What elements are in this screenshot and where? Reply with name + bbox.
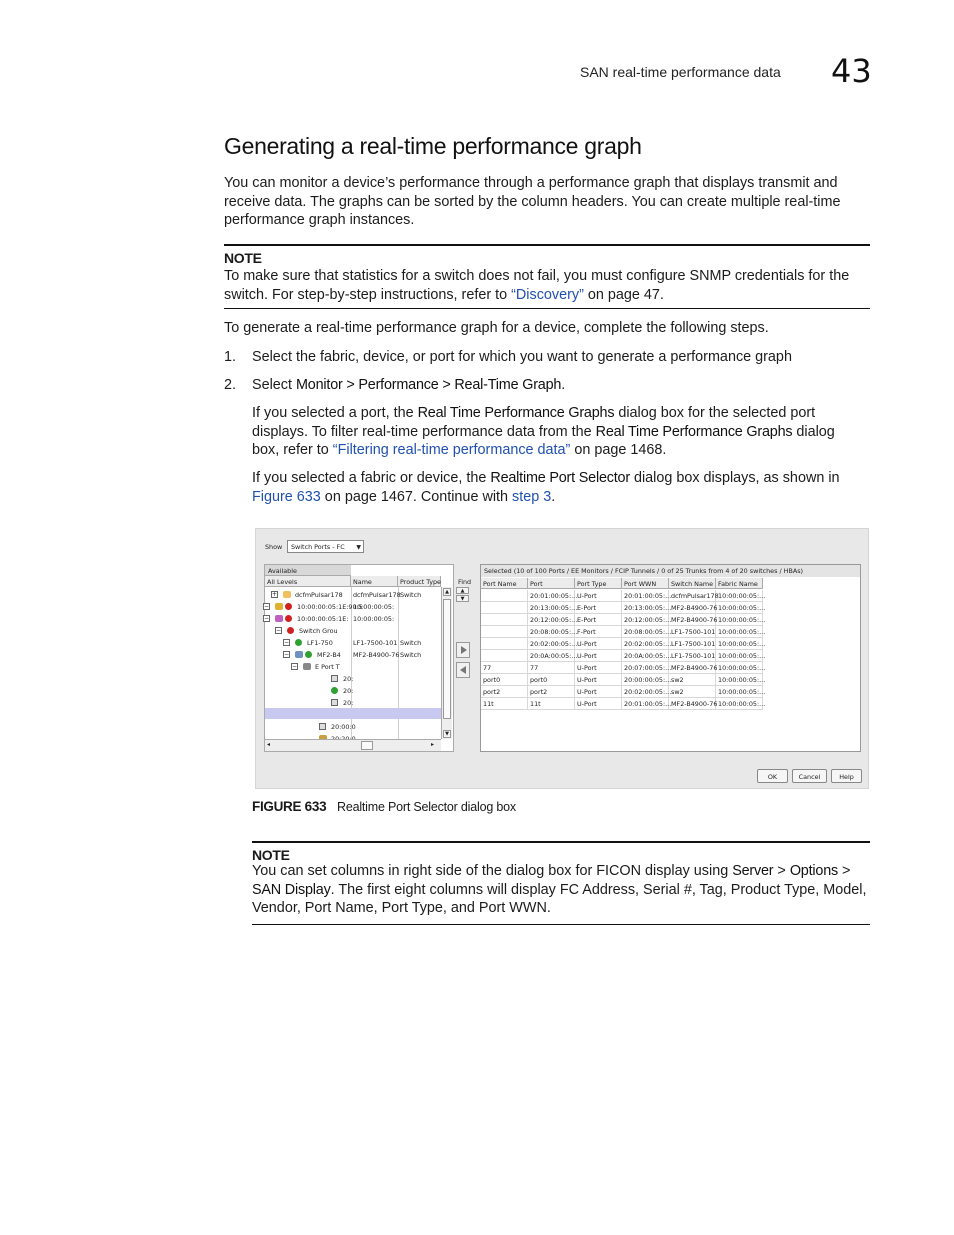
table-cell: 20:07:00:05:... [624,664,672,672]
scroll-down-icon[interactable]: ▼ [443,730,451,738]
table-cell: U-Port [575,590,622,602]
table-cell: U-Port [575,662,622,674]
table-cell: 20:01:00:05:... [624,700,672,708]
tree-level-cell: 20: [343,687,354,695]
show-label: Show [265,543,283,551]
arrow-right-icon [457,643,469,657]
table-cell: LF1-7500-101 [671,640,716,648]
table-cell: E-Port [575,602,622,614]
expand-toggle-icon[interactable]: − [292,663,298,670]
table-cell: port0 [528,674,575,686]
tree-row[interactable] [265,601,441,613]
note-bottom-rule [224,308,870,309]
table-cell: 20:0A:00:05:... [624,652,672,660]
tree-name-cell: 10:00:00:05: [353,603,395,611]
tree-level-cell: 20:00:0 [331,723,356,731]
expand-toggle-icon[interactable]: − [264,615,270,622]
figure-caption: Realtime Port Selector dialog box [337,800,516,814]
tree-level-cell: dcfmPulsar178 [295,591,343,599]
tree-name-cell [351,721,398,733]
tree-level-cell: 20: [343,675,354,683]
tree-name-cell [351,661,398,673]
scroll-up-icon[interactable]: ▲ [443,588,451,596]
menu-path: Monitor > Performance > Real-Time Graph [296,377,562,393]
tree-type-cell: Switch [400,591,422,599]
tree-level-cell: LF1-750 [307,639,333,647]
running-header-section: SAN real-time performance data [580,64,781,80]
note-label: NOTE [252,847,290,863]
table-cell: 20:12:00:05:... [530,616,578,624]
intro-line: receive data. The graphs can be sorted by the column headers. You can create multiple real-time [224,193,841,210]
tree-name-cell [351,625,398,637]
device-icon [295,651,303,658]
table-cell: 20:01:00:05:... [624,592,672,600]
table-cell: 20:13:00:05:... [530,604,578,612]
column-header[interactable]: Fabric Name [716,578,763,589]
column-header[interactable]: Name [351,576,398,587]
table-cell: 20:00:00:05:... [624,676,672,684]
table-cell: 77 [481,662,528,674]
note-top-rule [252,841,870,843]
table-cell: 11t [528,698,575,710]
ok-button[interactable]: OK [757,769,788,783]
vertical-scrollbar[interactable] [441,587,452,739]
column-header[interactable]: Switch Name [669,578,716,589]
port-icon [331,699,338,706]
chapter-number: 43 [831,52,872,90]
step-number: 2. [224,377,237,393]
table-cell: 20:02:00:05:... [624,640,672,648]
tree-level-cell: Switch Grou [299,627,338,635]
step-paragraph: If you selected a port, the Real Time Performance Graphs dialog box for the selected port displays. To filter real-time performance data from the Real Time Performance Graphs dialog box, refer to “Filtering real-time performance data” on page 1468. [252,405,835,459]
expand-toggle-icon[interactable]: − [284,651,290,658]
selected-row-highlight [265,708,441,719]
tree-type-cell [398,601,441,613]
column-header[interactable]: Port WWN [622,578,669,589]
tree-row[interactable] [265,613,441,625]
table-row[interactable] [481,602,766,614]
realtime-port-selector-dialog [255,528,869,789]
expand-toggle-icon[interactable]: − [264,603,270,610]
table-cell: LF1-7500-101 [671,652,716,660]
scroll-left-icon[interactable]: ◂ [267,741,271,748]
table-cell: 20:08:00:05:... [624,628,672,636]
table-cell: 10:00:00:05:... [718,688,766,696]
step-number: 1. [224,349,237,365]
tree-type-cell [398,721,441,733]
scroll-thumb[interactable] [443,599,451,719]
step-text: Select Monitor > Performance > Real-Time Graph. [252,377,566,393]
find-up-icon[interactable]: ▲ [456,587,469,594]
table-cell: 10:00:00:05:... [718,664,766,672]
tree-name-cell [351,673,398,685]
table-cell: 11t [481,698,528,710]
table-cell: 10:00:00:05:... [718,640,766,648]
table-row[interactable] [481,662,766,674]
table-cell: 10:00:00:05:... [718,700,766,708]
table-cell [481,650,528,662]
status-icon [331,687,338,694]
table-cell: F-Port [575,626,622,638]
show-select[interactable]: Switch Ports - FC ▼ [287,540,364,553]
table-row[interactable] [481,638,766,650]
table-cell: MF2-B4900-76 [671,700,718,708]
status-icon [285,615,292,622]
table-cell: 20:02:00:05:... [624,688,672,696]
tree-row[interactable] [265,637,441,649]
arrow-left-icon [457,663,469,677]
table-row[interactable] [481,614,766,626]
step3-link[interactable]: step 3 [512,488,552,505]
tree-row[interactable] [265,673,441,685]
table-cell: MF2-B4900-76 [671,604,718,612]
table-cell: sw2 [669,674,716,686]
tree-type-cell: Switch [400,639,422,647]
section-title: Generating a real-time performance graph [224,133,642,159]
figure-label: FIGURE 633 [252,799,327,814]
tree-level-cell: E Port T [315,663,340,671]
tree-row[interactable] [265,649,441,661]
table-cell: 20:02:00:05:... [530,640,578,648]
table-cell: 20:0A:00:05:... [530,652,578,660]
table-cell: 20:08:00:05:... [530,628,578,636]
table-row[interactable] [481,698,766,710]
device-icon [275,603,283,610]
table-row[interactable] [481,650,766,662]
table-cell: MF2-B4900-76 [671,664,718,672]
table-cell [481,638,528,650]
tree-type-cell [398,613,441,625]
note-body: You can set columns in right side of the dialog box for FICON display using Server > Options > SAN Display. The first eight columns will display FC Address, Serial #, Tag, Product Type, Model, Vendor, Port Name, Port Type, and Port WWN. [252,863,867,917]
table-cell: U-Port [575,686,622,698]
table-cell: U-Port [575,650,622,662]
available-panel [264,564,454,752]
tree-row[interactable] [265,589,441,601]
table-cell: 10:00:00:05:... [718,652,766,660]
table-cell: MF2-B4900-76 [671,616,718,624]
tree-type-cell [398,673,441,685]
table-cell [481,614,528,626]
column-header[interactable]: Port Type [575,578,622,589]
tree-name-cell [351,685,398,697]
note-top-rule [224,244,870,246]
table-cell: sw2 [669,686,716,698]
selected-panel [480,564,861,752]
note-body [224,267,874,304]
table-row[interactable] [481,590,766,602]
cancel-button[interactable]: Cancel [792,769,827,783]
port-icon [319,723,326,730]
table-cell: 20:13:00:05:... [624,604,672,612]
tree-level-cell: 10:00:00:05:1E:90:5 [297,603,363,611]
scroll-right-icon[interactable]: ▸ [431,741,435,748]
table-cell: port2 [481,686,528,698]
expand-toggle-icon[interactable]: − [276,627,282,634]
expand-toggle-icon[interactable]: − [284,639,290,646]
table-row[interactable] [481,686,766,698]
table-cell: U-Port [575,638,622,650]
column-header[interactable]: Port Name [481,578,528,589]
move-right-button[interactable] [456,642,470,658]
tree-type-cell [398,661,441,673]
tree-name-cell: 10:00:00:05: [353,615,395,623]
horizontal-scrollbar[interactable] [265,739,441,751]
intro-paragraph [224,174,874,230]
device-icon [303,663,311,670]
selected-header: Selected (10 of 100 Ports / EE Monitors / FCIP Tunnels / 0 of 25 Trunks from 4 of 20 switches / HBAs) [481,565,860,577]
tree-level-cell: MF2-B4 [317,651,341,659]
tree-row[interactable] [265,661,441,673]
step-paragraph: If you selected a fabric or device, the Realtime Port Selector dialog box displays, as shown in Figure 633 on page 1467. Continue with step 3. [252,470,840,505]
table-cell: 20:12:00:05:... [624,616,672,624]
table-cell: 20:01:00:05:... [530,592,578,600]
tree-level-cell: 10:00:00:05:1E: [297,615,349,623]
table-cell [481,626,528,638]
table-cell: LF1-7500-101 [671,628,716,636]
tree-row[interactable] [265,685,441,697]
steps-intro: To generate a real-time performance graph for a device, complete the following steps. [224,320,769,336]
table-cell: 10:00:00:05:... [718,628,766,636]
table-cell: E-Port [575,614,622,626]
table-row[interactable] [481,626,766,638]
tree-level-cell: 20: [343,699,354,707]
intro-line: You can monitor a device’s performance through a performance graph that displays transmit and [224,175,838,191]
table-row[interactable] [481,674,766,686]
expand-toggle-icon[interactable]: + [272,591,278,598]
scroll-thumb[interactable] [361,741,373,750]
status-icon [305,651,312,658]
device-icon [283,591,291,598]
figure-link[interactable]: Figure 633 [252,488,321,505]
column-header[interactable]: Port [528,578,575,589]
tree-name-cell: LF1-7500-101 [353,639,398,647]
intro-line: performance graph instances. [224,212,415,229]
status-icon [295,639,302,646]
find-label: Find [458,578,472,586]
tree-type-cell: Switch [400,651,422,659]
note-bottom-rule [252,924,870,925]
note-label: NOTE [224,250,262,266]
filtering-link[interactable]: “Filtering real-time performance data” [332,442,571,459]
note-line: To make sure that statistics for a switch does not fail, you must configure SNMP credentials for the [224,268,850,284]
table-cell: port0 [481,674,528,686]
table-cell: 10:00:00:05:... [718,604,766,612]
discovery-link[interactable]: “Discovery” [511,286,584,303]
device-icon [275,615,283,622]
port-icon [331,675,338,682]
column-header[interactable]: All Levels [265,576,351,587]
table-cell: U-Port [575,698,622,710]
move-left-button[interactable] [456,662,470,678]
tree-type-cell [398,685,441,697]
tree-name-cell: MF2-B4900-76 [353,651,400,659]
table-cell: 10:00:00:05:... [718,616,766,624]
table-cell: 77 [528,662,575,674]
note-line: switch. For step-by-step instructions, refer to “Discovery” on page 47. [224,286,664,303]
available-header: Available [265,565,351,576]
tree-name-cell: dcfmPulsar178 [353,591,401,599]
step-text: Select the fabric, device, or port for which you want to generate a performance graph [252,349,792,365]
tree-row[interactable] [265,625,441,637]
chevron-down-icon: ▼ [356,544,361,551]
column-header[interactable]: Product Type [400,578,441,586]
table-cell: dcfmPulsar178 [671,592,719,600]
help-button[interactable]: Help [831,769,862,783]
tree-row[interactable] [265,721,441,733]
table-cell [481,602,528,614]
tree-type-cell [398,625,441,637]
table-cell: 10:00:00:05:... [718,676,766,684]
table-cell: port2 [528,686,575,698]
status-icon [287,627,294,634]
table-cell: U-Port [575,674,622,686]
table-cell: 10:00:00:05:... [718,592,766,600]
status-icon [285,603,292,610]
table-cell [481,590,528,602]
find-down-icon[interactable]: ▼ [456,595,469,602]
